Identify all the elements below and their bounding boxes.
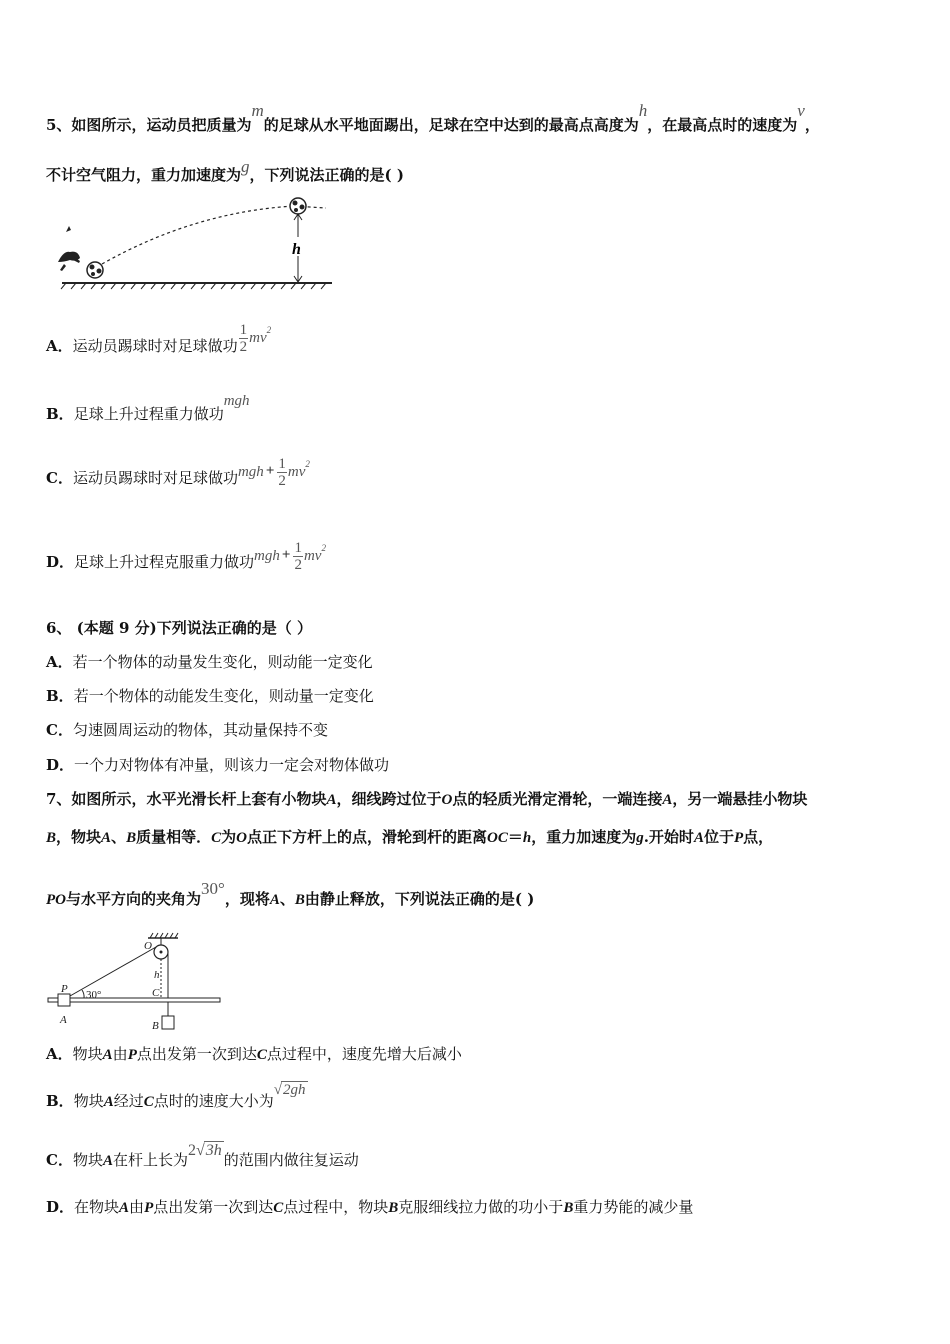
q5-option-a: A． 运动员踢球时对足球做功 $\frac{1}{2}$ $mv^2$ <box>46 321 272 355</box>
q7-option-c: C．物块A在杆上长为2√3h的范围内做往复运动 <box>46 1142 359 1169</box>
height-label: h <box>292 241 301 258</box>
label-o: O <box>144 940 152 952</box>
q5-option-c: C． 运动员踢球时对足球做功 mgh + $\frac{1}{2}$ $mv^2$ <box>46 455 310 489</box>
var-h: h <box>638 101 648 120</box>
var-m: m <box>251 101 264 120</box>
label-h: h <box>154 969 160 981</box>
q6-stem: 6、 (本题 9 分)下列说法正确的是（ ） <box>46 619 312 637</box>
q7-stem-line1: 7、如图所示，水平光滑长杆上套有小物块A，细线跨过位于O点的轻质光滑定滑轮，一端连接A，另一端悬挂小物块 <box>46 790 808 808</box>
formula-mgh-plus-half-mv2: mgh + $\frac{1}{2}$ $mv^2$ <box>254 539 326 573</box>
q7-option-b: B．物块A经过C点时的速度大小为√2gh <box>46 1082 306 1110</box>
football-trajectory-figure <box>44 192 344 292</box>
label-a: A <box>60 1014 67 1026</box>
q7-option-a: A．物块A由P点出发第一次到达C点过程中，速度先增大后减小 <box>46 1045 462 1063</box>
football-start-icon <box>87 262 103 278</box>
label-b: B <box>152 1020 159 1032</box>
q6-option-b: B．若一个物体的动能发生变化，则动量一定变化 <box>46 687 374 705</box>
angle-30: 30° <box>201 879 225 898</box>
block-a <box>58 994 70 1006</box>
q5-stem-line2: 不计空气阻力，重力加速度为g，下列说法正确的是( ) <box>46 157 404 184</box>
formula-sqrt-2gh: √2gh <box>273 1082 306 1098</box>
q7-stem-line3: PO与水平方向的夹角为30°，现将A、B由静止释放，下列说法正确的是( ) <box>46 879 535 908</box>
q6-option-c: C．匀速圆周运动的物体，其动量保持不变 <box>46 721 328 739</box>
football-top-icon <box>290 198 306 214</box>
formula-2sqrt-3h: 2√3h <box>188 1142 222 1159</box>
pulley-figure <box>44 932 234 1034</box>
label-p: P <box>61 983 68 995</box>
var-g: g <box>241 157 250 176</box>
formula-mgh: mgh <box>223 393 250 409</box>
label-angle: 30° <box>86 989 102 1001</box>
formula-mgh-plus-half-mv2: mgh + $\frac{1}{2}$ $mv^2$ <box>237 455 310 489</box>
q7-option-d: D．在物块A由P点出发第一次到达C点过程中，物块B克服细线拉力做的功小于B重力势能的减少量 <box>46 1198 694 1216</box>
player-icon <box>58 226 80 271</box>
var-v: v <box>797 101 805 120</box>
q6-option-d: D．一个力对物体有冲量，则该力一定会对物体做功 <box>46 756 390 774</box>
label-c: C <box>152 987 160 999</box>
q5-stem-line1: 5、如图所示，运动员把质量为m的足球从水平地面踢出，足球在空中达到的最高点高度为h，在最高点时的速度为v， <box>46 101 820 134</box>
q5-option-d: D． 足球上升过程克服重力做功 mgh + $\frac{1}{2}$ $mv^2$ <box>46 539 326 573</box>
q6-option-a: A．若一个物体的动量发生变化，则动能一定变化 <box>46 653 373 671</box>
q5-option-b: B．足球上升过程重力做功mgh <box>46 393 250 423</box>
block-b <box>162 1016 174 1029</box>
q7-stem-line2: B，物块A、B质量相等．C为O点正下方杆上的点，滑轮到杆的距离OC＝h，重力加速度为g.开始时A位于P点， <box>46 828 774 846</box>
formula-half-mv2: $\frac{1}{2}$ $mv^2$ <box>239 321 272 355</box>
